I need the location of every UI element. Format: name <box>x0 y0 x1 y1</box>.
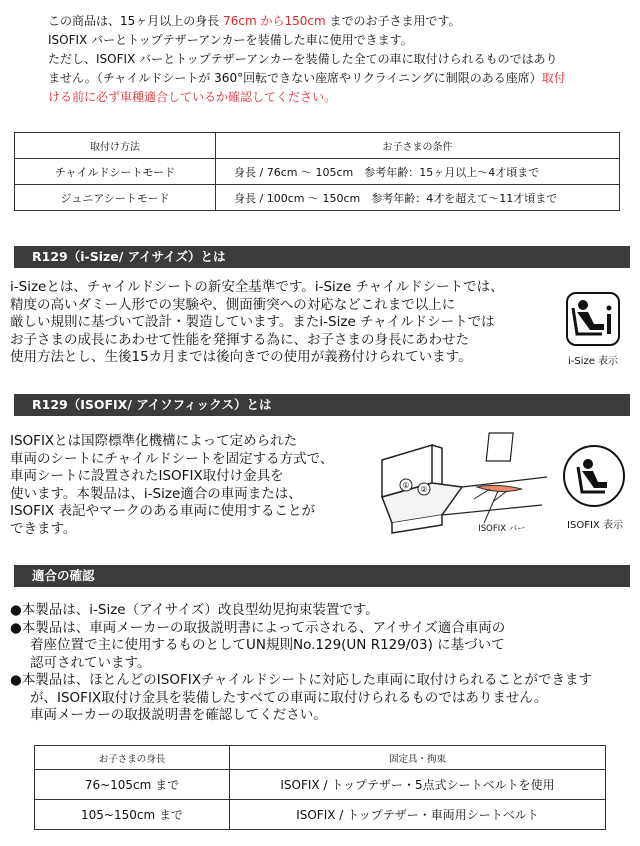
isofix-description <box>10 433 390 538</box>
isize-line: お子さまの成長にあわせて性能を発揮する為に、お子さまの身長にあわせた <box>10 331 469 348</box>
isize-line: 厳しい規則に基づいて設計・製造しています。またi-Size チャイルドシートでは <box>10 314 495 330</box>
table-row <box>35 770 606 800</box>
mode-cell: ジュニアシートモード <box>15 185 216 211</box>
confirm-bullets <box>10 602 635 725</box>
fix-table-header-height: お子さまの身長 <box>35 746 230 770</box>
method-cell: ISOFIX / トップテザー・車両用シートベルト <box>230 800 606 830</box>
isofix-line: ISOFIX 表記やマークのある車両に使用することが <box>10 503 315 519</box>
table-row <box>15 159 620 185</box>
fix-table-header-method: 固定具・拘束 <box>230 746 606 770</box>
marker-2-label: ② <box>420 485 428 494</box>
mode-cell: チャイルドシートモード <box>15 159 216 185</box>
isize-line: 精度の高いダミー人形での実験や、側面衝突への対応などこれまで以上に <box>10 296 456 313</box>
confirm-bullet-3-line-1: ●本製品は、ほとんどのISOFIXチャイルドシートに対応した車両に取付けられることができます <box>10 672 593 688</box>
isize-line: i-Sizeとは、チャイルドシートの新安全基準です。i-Size チャイルドシートでは、 <box>10 279 504 295</box>
isofix-line: できます。 <box>10 520 77 537</box>
isofix-bar-caption: ISOFIX バー <box>478 524 526 534</box>
intro-line-3: ただし、ISOFIX バーとトップテザーアンカーを装備した全ての車に取付けられるものではあり <box>48 52 558 66</box>
table-row <box>15 185 620 211</box>
intro-line-1: この商品は、15ヶ月以上の身長 76cm から150cm までのお子さま用です。 <box>48 14 461 28</box>
isofix-line: 車両シートに設置されたISOFIX取付け金具を <box>10 468 284 484</box>
section-header-isofix: R129（ISOFIX/ アイソフィックス）とは <box>14 394 630 416</box>
isofix-icon-caption: ISOFIX 表示 <box>567 520 623 531</box>
confirm-bullet-2-line-3: 認可されています。 <box>30 654 151 671</box>
condition-cell: 身長 / 100cm ～ 150cm 参考年齢：4才を超えて～11才頃まで <box>216 185 620 211</box>
fixing-table <box>34 745 606 830</box>
intro-text <box>48 12 618 107</box>
isofix-bar-illustration <box>372 425 552 535</box>
mode-table-header-method: 取付け方法 <box>15 133 216 159</box>
intro-line-5: ける前に必ず車種適合しているか確認してください。 <box>48 90 337 104</box>
method-cell: ISOFIX / トップテザー・5点式シートベルトを使用 <box>230 770 606 800</box>
confirm-bullet-2-line-1: ●本製品は、車両メーカーの取扱説明書によって示される、アイサイズ適合車両の <box>10 619 506 636</box>
mode-table-header-condition: お子さまの条件 <box>216 133 620 159</box>
intro-line-2: ISOFIX バーとトップテザーアンカーを装備した車に使用できます。 <box>48 33 413 47</box>
table-row <box>35 800 606 830</box>
mode-table <box>14 132 620 211</box>
isize-icon-caption: i-Size 表示 <box>567 356 619 367</box>
isize-description <box>10 279 550 367</box>
isize-child-seat-icon <box>566 292 620 346</box>
height-cell: 105~150cm まで <box>35 800 230 830</box>
isofix-line: 使います。本製品は、i-Size適合の車両または、 <box>10 485 302 502</box>
isize-line: 使用方法とし、生後15カ月までは後向きでの使用が義務付けられています。 <box>10 349 472 365</box>
condition-cell: 身長 / 76cm ～ 105cm 参考年齢：15ヶ月以上～4才頃まで <box>216 159 620 185</box>
marker-1-label: ① <box>402 481 410 490</box>
confirm-bullet-2-line-2: 着座位置で主に使用するものとしてUN規則No.129(UN R129/03) に基づいて <box>30 637 505 653</box>
isofix-child-seat-icon <box>563 445 625 507</box>
confirm-bullet-3-line-3: 車両メーカーの取扱説明書を確認してください。 <box>30 707 327 723</box>
section-header-isize: R129（i-Size/ アイサイズ）とは <box>14 246 630 268</box>
intro-line-4: ません。（チャイルドシートが 360°回転できない座席やリクライニングに制限のある座席）取付 <box>48 71 566 85</box>
height-cell: 76~105cm まで <box>35 770 230 800</box>
confirm-bullet-3-line-2: が、ISOFIX取付け金具を装備したすべての車両に取付けられるものではありません。 <box>30 689 548 706</box>
isofix-line: 車両のシートにチャイルドシートを固定する方式で、 <box>10 450 334 467</box>
isofix-line: ISOFIXとは国際標準化機構によって定められた <box>10 433 298 449</box>
confirm-bullet-1: ●本製品は、i-Size（アイサイズ）改良型幼児拘束装置です。 <box>10 602 379 618</box>
section-header-confirm: 適合の確認 <box>14 565 630 587</box>
